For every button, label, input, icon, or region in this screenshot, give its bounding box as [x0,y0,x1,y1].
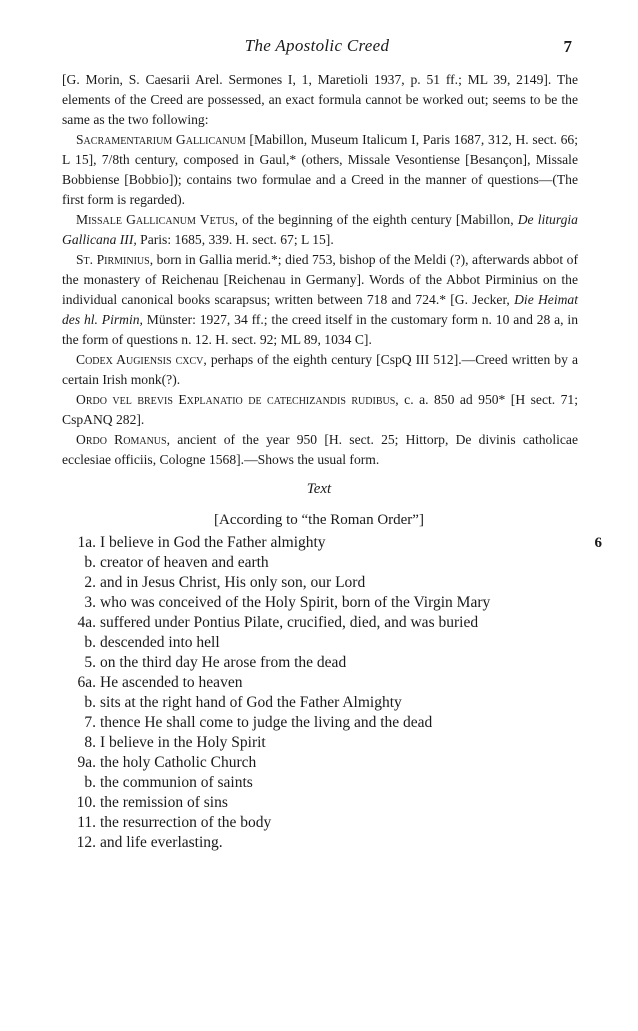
creed-line [58,833,598,853]
creed-line-text: and life everlasting. [100,834,223,851]
creed-line [58,813,598,833]
source-name: Ordo vel brevis Explanatio de catechizandis rudibus [76,392,396,407]
creed-line [58,673,598,693]
creed-line-number: 11. [77,814,96,831]
source-name: St. Pirminius [76,252,150,267]
paragraph-morin: [G. Morin, S. Caesarii Arel. Sermones I, 1, Maretioli 1937, p. 51 ff.; ML 39, 2149]. The elements of the Creed are possessed, an exact formula cannot be worked out; seems to be the same as the two following: [62,72,578,127]
creed-line-number: b. [84,634,96,651]
source-name: Ordo Romanus [76,432,167,447]
creed-line-text: thence He shall come to judge the living and the dead [100,714,433,731]
source-description: , c. a. 850 ad 950* [H sect. 71; CspANQ 282]. [62,392,578,427]
creed-line [58,693,598,713]
creed-line-text: and in Jesus Christ, His only son, our Lord [100,574,366,591]
creed-line [58,733,598,753]
running-title: The Apostolic Creed [244,36,390,55]
margin-number: 6 [594,535,602,551]
creed-line-number: 12. [76,834,96,851]
source-description: , of the beginning of the eighth century [Mabillon, [234,212,518,227]
creed-line-number: 9a. [77,754,96,771]
section-subtitle: [According to “the Roman Order”] [214,512,424,528]
source-name: Codex Augiensis cxcv [76,352,204,367]
creed-line-number: 6a. [77,674,96,691]
source-description: , ancient of the year 950 [H. sect. 25; Hittorp, De divinis catholicae ecclesiae officiis, Cologne 1568].—Shows the usual form. [62,432,578,467]
source-description: Münster: 1927, 34 ff.; the creed itself in the customary form n. 10 and 28 a, in the form of questions n. 12. H. sect. 92; ML 89, 1034 C]. [62,312,578,347]
creed-line [58,793,598,813]
page-number: 7 [563,37,572,56]
paragraph-sacramentarium [62,130,578,210]
creed-line-text: I believe in the Holy Spirit [100,734,266,751]
creed-line [58,553,598,573]
creed-line-number: 4a. [77,614,96,631]
creed-line [58,773,598,793]
creed-line [58,753,598,773]
creed-line-number: 5. [84,654,96,671]
creed-line-text: I believe in God the Father almighty [100,534,326,551]
creed-line-text: the remission of sins [100,794,228,811]
creed-line-number: b. [84,774,96,791]
creed-line-number: 10. [76,794,96,811]
creed-text [58,533,602,853]
source-description: , perhaps of the eighth century [CspQ III 512].—Creed written by a certain Irish monk(?). [62,352,578,387]
book-title: De liturgia Gallicana III, [62,212,578,247]
creed-line-number: 3. [84,594,96,611]
body-text [62,70,578,470]
page-header [62,36,572,58]
creed-line-text: on the third day He arose from the dead [100,654,347,671]
creed-line [58,633,598,653]
creed-line-text: the communion of saints [100,774,253,791]
source-description: [Mabillon, Museum Italicum I, Paris 1687, 312, H. sect. 66; L 15], 7/8th century, composed in Gaul,* (others, Missale Vesontiense [Besançon], Missale Bobbiense [Bobbio]); contains two formulae and a Creed in the manner of questions—(The first form is regarded). [62,132,579,207]
creed-line [58,533,602,553]
creed-line [58,613,598,633]
paragraph-pirminius [62,250,578,350]
source-description: , born in Gallia merid.*; died 753, bishop of the Meldi (?), afterwards abbot of the monastery of Reichenau [Reichenau in Germany]. Words of the Abbot Pirminius on the individual canonical books scarapsus; written between 718 and 724.* [G. Jecker, [62,252,578,307]
paragraph-missale-vetus [62,210,578,250]
creed-line-number: 7. [84,714,96,731]
creed-line [58,653,598,673]
creed-line-text: the resurrection of the body [100,814,272,831]
source-name: Sacramentarium Gallicanum [76,132,246,147]
creed-line-text: sits at the right hand of God the Father Almighty [100,694,402,711]
creed-line-number: 8. [84,734,96,751]
paragraph-ordo-romanus [62,430,578,470]
creed-line-text: He ascended to heaven [100,674,243,691]
creed-line [58,593,598,613]
creed-line-text: who was conceived of the Holy Spirit, born of the Virgin Mary [100,594,491,611]
creed-line-text: creator of heaven and earth [100,554,269,571]
creed-line-text: descended into hell [100,634,220,651]
paragraph-codex-augiensis [62,350,578,390]
creed-line-text: suffered under Pontius Pilate, crucified, died, and was buried [100,614,479,631]
creed-line-number: b. [84,554,96,571]
creed-line [58,713,598,733]
creed-line [58,573,598,593]
creed-line-text: the holy Catholic Church [100,754,257,771]
creed-line-number: b. [84,694,96,711]
source-description: Paris: 1685, 339. H. sect. 67; L 15]. [136,232,334,247]
section-title: Text [306,481,332,497]
creed-line-number: 1a. [77,534,96,551]
book-title: Die Heimat des hl. Pirmin, [62,292,578,327]
creed-line-number: 2. [84,574,96,591]
paragraph-ordo-explanatio [62,390,578,430]
source-name: Missale Gallicanum Vetus [76,212,235,227]
